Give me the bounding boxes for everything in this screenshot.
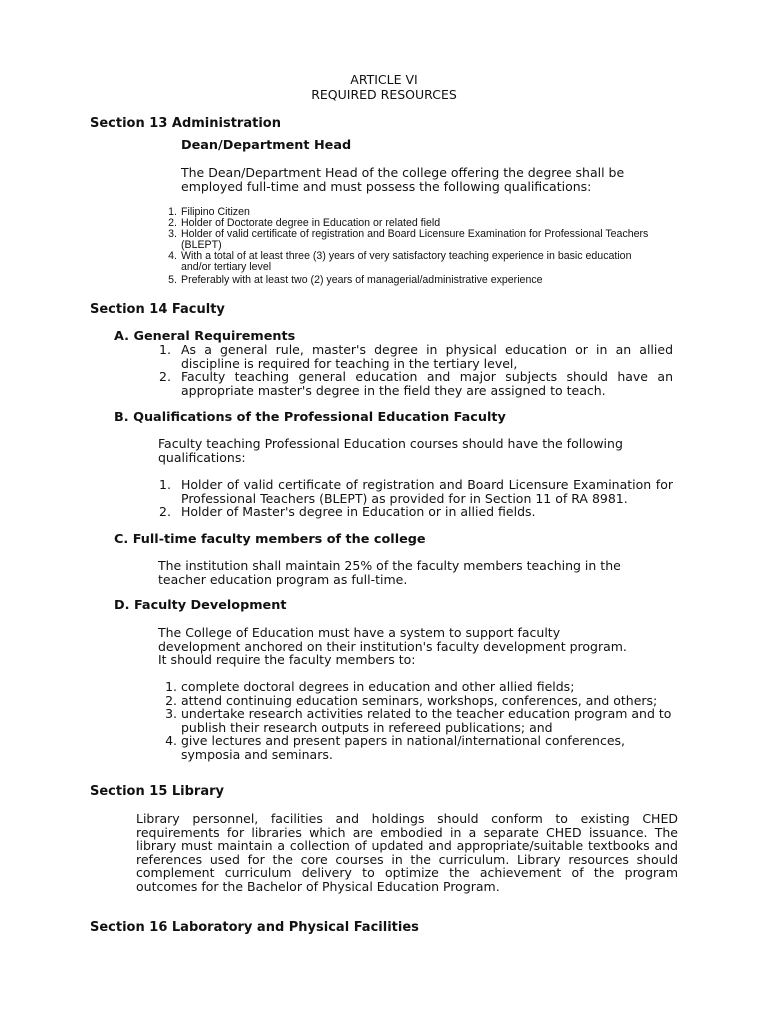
list-item: 1. complete doctoral degrees in education and other allied fields; (165, 679, 575, 694)
section-14-a-list (159, 342, 673, 398)
section-14-heading: Section 14 Faculty (90, 302, 225, 317)
list-item: 2. Holder of Doctorate degree in Education or related field (168, 217, 441, 229)
list-item: 2. Faculty teaching general education and major subjects should have an appropriate master's degree in the field they are assigned to teach. (159, 369, 673, 398)
section-14-c-paragraph: The institution shall maintain 25% of the faculty members teaching in the teacher education program as full-time. (158, 558, 621, 587)
section-14-d-heading: D. Faculty Development (114, 598, 287, 613)
section-13-subheading: Dean/Department Head (181, 138, 352, 153)
list-item: 3. undertake research activities related to the teacher education program and to publish their research outputs in refereed publications; and (165, 706, 672, 735)
list-item: 1. Holder of valid certificate of registration and Board Licensure Examination for Professional Teachers (BLEPT) as provided for in Section 11 of RA 8981. (159, 477, 673, 506)
article-title: ARTICLE VI (350, 72, 418, 87)
section-13-heading: Section 13 Administration (90, 116, 281, 131)
list-item: 4. give lectures and present papers in national/international conferences, symposia and seminars. (165, 733, 626, 762)
section-14-c-heading: C. Full-time faculty members of the college (114, 532, 426, 547)
list-item: 4. With a total of at least three (3) years of very satisfactory teaching experience in basic education and/or tertiary level (168, 250, 632, 273)
list-item: 3. Holder of valid certificate of registration and Board Licensure Examination for Professional Teachers (BLEPT) (168, 228, 649, 251)
section-14-b-paragraph: Faculty teaching Professional Education courses should have the following qualifications: (158, 436, 623, 465)
section-14-a-heading: A. General Requirements (114, 329, 296, 344)
section-13-paragraph: The Dean/Department Head of the college offering the degree shall be employed full-time and must possess the following qualifications: (181, 165, 625, 194)
list-item: 1. As a general rule, master's degree in physical education or in an allied discipline is required for teaching in the tertiary level, (159, 342, 673, 371)
section-16-heading: Section 16 Laboratory and Physical Facilities (90, 920, 419, 935)
section-15-paragraph: Library personnel, facilities and holdings should conform to existing CHED requirements for libraries which are embodied in a separate CHED issuance. The library must maintain a collection of updated and appropriate/suitable textbooks and references used for the core courses in the curriculum. Library resources should complement curriculum delivery to optimize the achievement of the program outcomes for the Bachelor of Physical Education Program. (136, 811, 678, 894)
section-13-list (168, 206, 651, 286)
list-item: 1. Filipino Citizen (168, 206, 250, 218)
list-item: 2. attend continuing education seminars, workshops, conferences, and others; (165, 692, 658, 708)
section-14-d-paragraph: The College of Education must have a system to support faculty development anchored on their institution's faculty development program. It should require the faculty members to: (158, 625, 627, 667)
section-14-d-list (165, 679, 673, 762)
article-subtitle: REQUIRED RESOURCES (311, 87, 457, 102)
list-item: 2. Holder of Master's degree in Education or in allied fields. (159, 504, 536, 519)
section-14-b-list (159, 477, 673, 519)
section-15-heading: Section 15 Library (90, 784, 224, 799)
section-14-b-heading: B. Qualifications of the Professional Education Faculty (114, 410, 506, 425)
list-item: 5. Preferably with at least two (2) years of managerial/administrative experience (168, 274, 543, 286)
